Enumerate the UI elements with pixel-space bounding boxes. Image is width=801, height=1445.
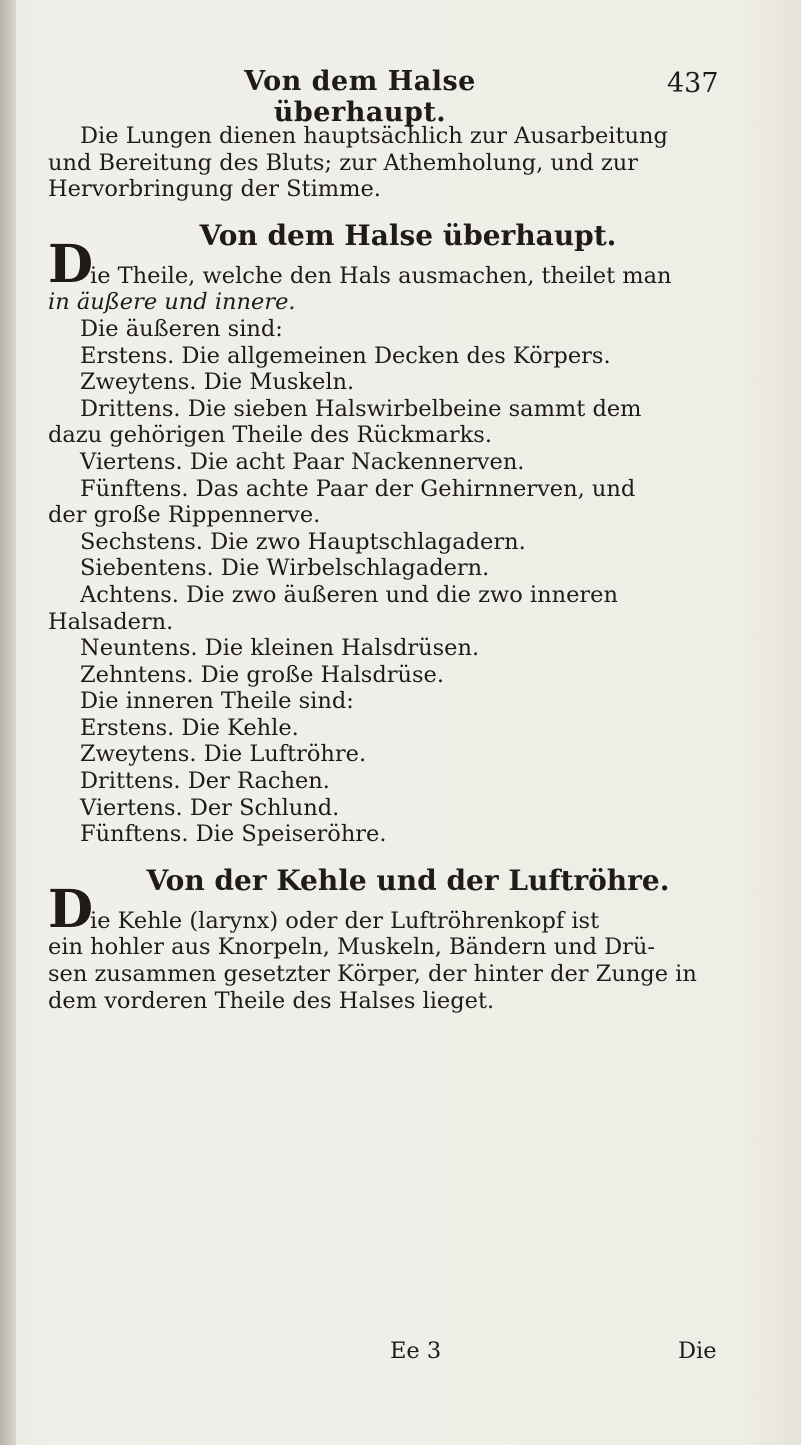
list-item: Viertens. Die acht Paar Nackennerven. <box>80 448 525 475</box>
list-item: Sechstens. Die zwo Hauptschlagadern. <box>80 528 526 555</box>
list-item: Neuntens. Die kleinen Halsdrüsen. <box>80 635 480 662</box>
list-item-continuation: der große Rippennerve. <box>48 502 321 529</box>
drop-cap: D <box>48 233 94 295</box>
intro-line: und Bereitung des Bluts; zur Athemholung, und zur <box>48 149 639 176</box>
drop-cap: D <box>48 878 94 940</box>
list-item: Zweytens. Die Muskeln. <box>80 369 355 396</box>
running-title: Von dem Halse überhaupt. <box>244 66 476 128</box>
first-line-text: ie Kehle (larynx) oder der Luftröhrenkopf ist <box>90 907 600 934</box>
page-header <box>0 66 801 128</box>
list-item: Zweytens. Die Luftröhre. <box>80 741 367 768</box>
list-item: Siebentens. Die Wirbelschlagadern. <box>80 555 490 582</box>
list-item: Achtens. Die zwo äußeren und die zwo inneren <box>80 581 618 608</box>
list-item-continuation: Halsadern. <box>48 608 174 635</box>
paragraph-line: dem vorderen Theile des Halses lieget. <box>48 987 495 1014</box>
outer-parts-intro: Die äußeren sind: <box>80 315 283 342</box>
list-item: Fünftens. Das achte Paar der Gehirnnerven, und <box>80 475 636 502</box>
section-heading: Von der Kehle und der Luftröhre. <box>146 863 670 897</box>
book-spine-shadow <box>0 0 16 1445</box>
page-body <box>48 123 768 1014</box>
first-line-text: ie Theile, welche den Hals ausmachen, theilet man <box>90 262 672 289</box>
page-number: 437 <box>667 68 719 99</box>
list-item: Zehntens. Die große Halsdrüse. <box>80 661 444 688</box>
list-item: Fünftens. Die Speiseröhre. <box>80 821 387 848</box>
intro-line: Hervorbringung der Stimme. <box>48 176 381 203</box>
inner-parts-intro: Die inneren Theile sind: <box>80 688 354 715</box>
list-item-continuation: dazu gehörigen Theile des Rückmarks. <box>48 422 492 449</box>
page-footer <box>48 1338 768 1368</box>
paragraph-line: ein hohler aus Knorpeln, Muskeln, Bändern und Drü- <box>48 934 656 961</box>
catchword: Die <box>678 1338 717 1364</box>
list-item: Erstens. Die allgemeinen Decken des Körpers. <box>80 342 611 369</box>
list-item: Erstens. Die Kehle. <box>80 714 299 741</box>
paragraph-line: in äußere und innere. <box>48 289 296 316</box>
list-item: Drittens. Der Rachen. <box>80 768 330 795</box>
list-item: Drittens. Die sieben Halswirbelbeine sammt dem <box>80 395 642 422</box>
list-item: Viertens. Der Schlund. <box>80 794 340 821</box>
signature-mark: Ee 3 <box>390 1338 442 1364</box>
section-heading: Von dem Halse überhaupt. <box>199 218 617 252</box>
intro-line: Die Lungen dienen hauptsächlich zur Ausarbeitung <box>80 123 668 149</box>
paragraph-line: sen zusammen gesetzter Körper, der hinter der Zunge in <box>48 961 697 988</box>
